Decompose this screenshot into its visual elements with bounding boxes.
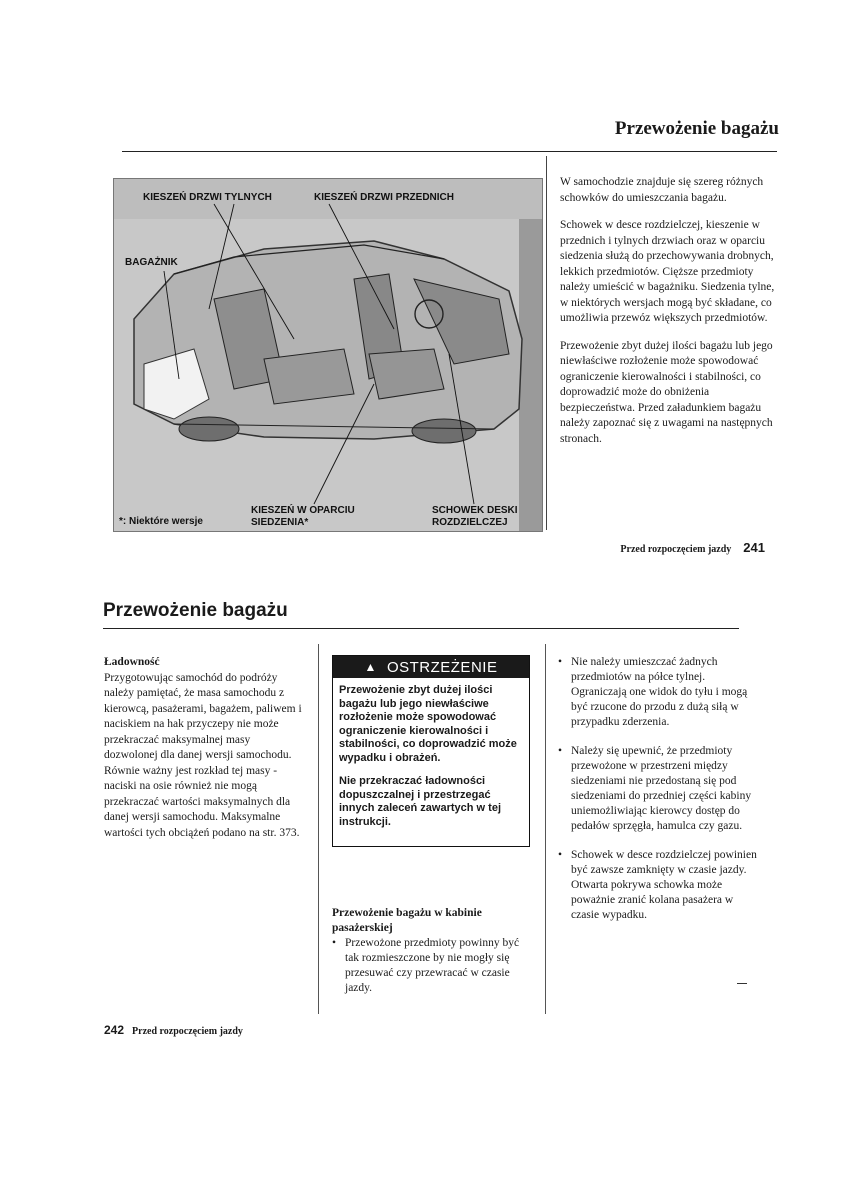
footer-section: Przed rozpoczęciem jazdy bbox=[620, 544, 732, 555]
section-heading: Ładowność bbox=[104, 656, 160, 668]
page-title: Przewożenie bagażu bbox=[614, 118, 779, 139]
warning-triangle-icon: ▲ bbox=[364, 660, 377, 674]
label-glovebox: SCHOWEK DESKI ROZDZIELCZEJ bbox=[432, 505, 518, 528]
column-divider bbox=[545, 644, 546, 1014]
column-divider bbox=[546, 156, 547, 530]
warning-box bbox=[332, 655, 530, 847]
page-footer bbox=[104, 1023, 243, 1038]
page-number: 242 bbox=[104, 1023, 125, 1037]
list-item: • Schowek w desce rozdzielczej powinien być zawsze zamknięty w czasie jazdy. Otwarta pokrywa schowka może poważnie zranić kolana pasażera w czasie wypadku. bbox=[558, 848, 758, 923]
label-front-door-pocket: KIESZEŃ DRZWI PRZEDNICH bbox=[314, 192, 454, 203]
page-title: Przewożenie bagażu bbox=[103, 600, 288, 621]
title-rule bbox=[103, 628, 739, 629]
capacity-section bbox=[104, 655, 304, 841]
warning-header bbox=[333, 656, 529, 678]
column-divider bbox=[318, 644, 319, 1014]
paragraph: W samochodzie znajduje się szereg różnych schowków do umieszczania bagażu. bbox=[560, 176, 764, 204]
intro-text bbox=[560, 175, 775, 459]
section-heading: Przewożenie bagażu w kabinie pasażerskiej bbox=[332, 907, 482, 934]
label-seatback-pocket: KIESZEŃ W OPARCIU SIEDZENIA* bbox=[251, 505, 355, 528]
car-cutaway-drawing bbox=[114, 179, 542, 531]
cabin-section bbox=[332, 906, 532, 1010]
list-item: • Przewożone przedmioty powinny być tak rozmieszczone by nie mogły się przesuwać czy przewracać w czasie jazdy. bbox=[332, 936, 532, 996]
page-number: 241 bbox=[743, 540, 765, 555]
title-rule bbox=[122, 151, 777, 152]
list-item: • Nie należy umieszczać żadnych przedmiotów na półce tylnej. Ograniczają one widok do tyłu i mogą być rzucone do przodu z dużą siłą w przypadku zderzenia. bbox=[558, 655, 758, 730]
warning-title: OSTRZEŻENIE bbox=[386, 658, 498, 676]
warning-text: Nie przekraczać ładowności dopuszczalnej i przestrzegać innych zaleceń zawartych w tej instrukcji. bbox=[339, 775, 502, 828]
footer-section: Przed rozpoczęciem jazdy bbox=[132, 1026, 243, 1037]
label-rear-door-pocket: KIESZEŃ DRZWI TYLNYCH bbox=[143, 192, 272, 203]
paragraph: Przewożenie zbyt dużej ilości bagażu lub jego niewłaściwe rozłożenie może spowodować ograniczenie kierowalności i stabilności, co doprowadzić może do obniżenia bezpieczeństwa. Przed załadunkiem bagażu należy zapoznać się z uwagami na następnych stronach. bbox=[560, 339, 773, 445]
divider-mark bbox=[737, 983, 747, 984]
section-text: Przygotowując samochód do podróży należy pamiętać, że masa samochodu z kierowcą, pasażerami, bagażem, paliwem i naciskiem na hak przyczepy nie może przekraczać maksymalnej masy dozwolonej dla danej wersji samochodu. Równie ważny jest rozkład tej masy - naciski na osie również nie mogą przekraczać wartości maksymalnych dla danej wersji samochodu. Maksymalne wartości tych obciążeń podano na str. 373. bbox=[104, 671, 302, 839]
list-item: • Należy się upewnić, że przedmioty przewożone w przestrzeni między siedzeniami nie przedostaną się pod siedzeniami do przedniej części kabiny uniemożliwiając kierowcy dostęp do pedałów sprzęgła, hamulca czy gazu. bbox=[558, 744, 758, 834]
label-footnote: *: Niektóre wersje bbox=[119, 516, 203, 527]
car-interior-illustration bbox=[113, 178, 543, 532]
warning-text: Przewożenie zbyt dużej ilości bagażu lub jego niewłaściwe rozłożenie może spowodować ograniczenie kierowalności i stabilności, co doprowadzić może wypadku i obrażeń. bbox=[339, 684, 517, 764]
tips-section bbox=[558, 655, 758, 937]
page-footer bbox=[620, 540, 765, 555]
paragraph: Schowek w desce rozdzielczej, kieszenie w przednich i tylnych drzwiach oraz w oparciu siedzenia służą do przechowywania drobnych, lekkich przedmiotów. Cięższe przedmioty należy umieścić w bagażniku. Siedzenia tylne, w niektórych wersjach mogą być składane, co umożliwia przewóz większych przedmiotów. bbox=[560, 219, 775, 324]
label-cargo-area: BAGAŻNIK bbox=[125, 257, 178, 268]
